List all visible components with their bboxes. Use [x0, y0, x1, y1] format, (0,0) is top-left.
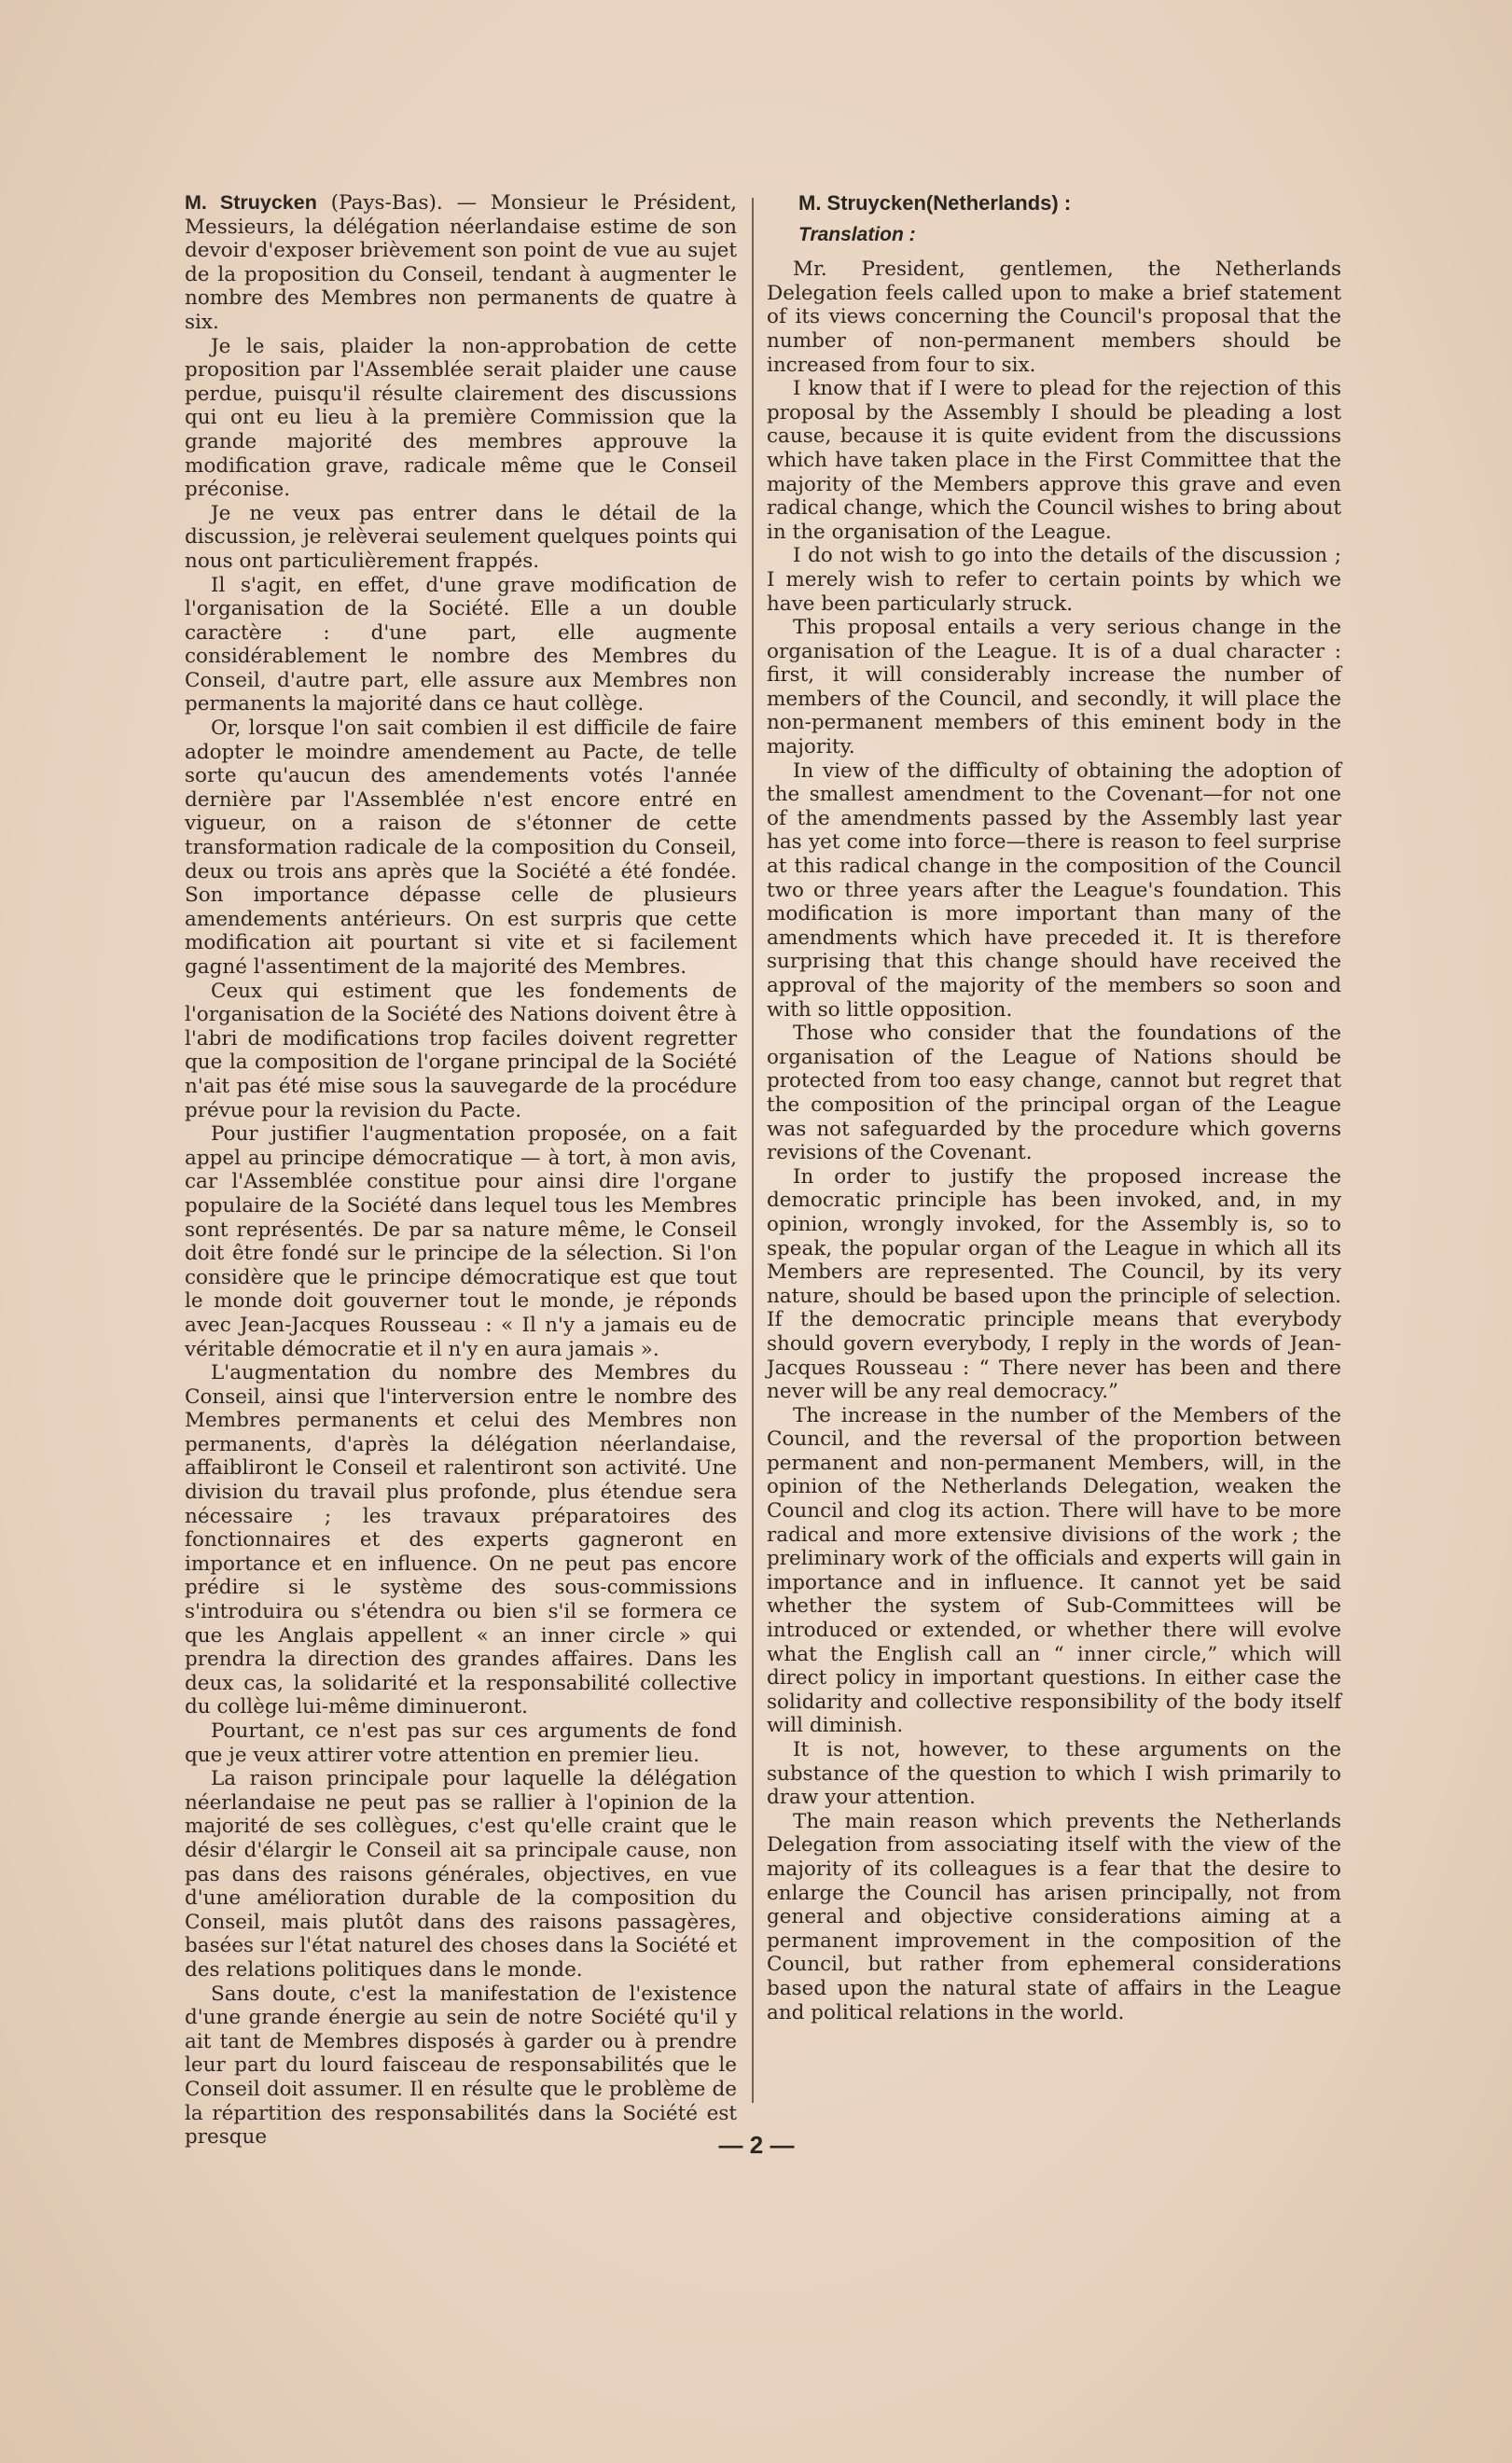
paragraph: Mr. President, gentlemen, the Netherlands Delegation feels called upon to make a brief statement of its views concerning the Council's proposal that the number of non-permanent members should be increased from four to six. [767, 257, 1341, 377]
column-divider [752, 198, 754, 2103]
paragraph: Those who consider that the foundations of the organisation of the League of Nations should be protected from too easy change, cannot but regret that the composition of the principal organ of the League was not safeguarded by the procedure which governs revisions of the Covenant. [767, 1022, 1341, 1165]
paragraph: I know that if I were to plead for the rejection of this proposal by the Assembly I should be pleading a lost cause, because it is quite evident from the discussions which have taken place in the First Committee that the majority of the Members approve this grave and even radical change, which the Council wishes to bring about in the organisation of the League. [767, 377, 1341, 544]
paragraph: Pour justifier l'augmentation proposée, on a fait appel au principe démocratique — à tort, à mon avis, car l'Assemblée constitue pour ainsi dire l'organe populaire de la Société dans lequel tous les Membres sont représentés. De par sa nature même, le Conseil doit être fondé sur le principe de la sélection. Si l'on considère que le principe démocratique est que tout le monde doit gouverner tout le monde, je réponds avec Jean-Jacques Rousseau : « Il n'y a jamais eu de véritable démocratie et il n'y en aura jamais ». [185, 1122, 737, 1361]
speaker-heading: M. Struycken(Netherlands) : [798, 191, 1072, 215]
paragraph: In view of the difficulty of obtaining the adoption of the smallest amendment to the Covenant—for not one of the amendments passed by the Assembly last year has yet come into force—there is reason to feel surprise at this radical change in the composition of the Council two or three years after the League's foundation. This modification is more important than many of the amendments which have preceded it. It is therefore surprising that this change should have received the approval of the majority of the members so soon and with so little opposition. [767, 758, 1341, 1022]
paragraph: The main reason which prevents the Netherlands Delegation from associating itself with the view of the majority of its colleagues is a fear that the desire to enlarge the Council has arisen principally, not from general and objective considerations aiming at a permanent improvement in the composition of the Council, but rather from ephemeral considerations based upon the natural state of affairs in the League and political relations in the world. [767, 1809, 1341, 2025]
paragraph: Sans doute, c'est la manifestation de l'existence d'une grande énergie au sein de notre Société qu'il y ait tant de Membres disposés à garder ou à prendre leur part du lourd faisceau de responsabilités que le Conseil doit assumer. Il en résulte que le problème de la répartition des responsabilités dans la Société est presque [185, 1982, 737, 2150]
english-column [767, 191, 1341, 2025]
paragraph: Pourtant, ce n'est pas sur ces arguments de fond que je veux attirer votre attention en premier lieu. [185, 1719, 737, 1767]
paragraph: Ceux qui estiment que les fondements de l'organisation de la Société des Nations doivent être à l'abri de modifications trop faciles doivent regretter que la composition de l'organe principal de la Société n'ait pas été mise sous la sauvegarde de la procédure prévue pour la revision du Pacte. [185, 979, 737, 1122]
paragraph: This proposal entails a very serious change in the organisation of the League. It is of a dual character : first, it will considerably increase the number of members of the Council, and secondly, it will place the non-permanent members of this eminent body in the majority. [767, 616, 1341, 759]
paragraph: Or, lorsque l'on sait combien il est difficile de faire adopter le moindre amendement au Pacte, de telle sorte qu'aucun des amendements votés l'année dernière par l'Assemblée n'est encore entré en vigueur, on a raison de s'étonner de cette transformation radicale de la composition du Conseil, deux ou trois ans après que la Société a été fondée. Son importance dépasse celle de plusieurs amendements antérieurs. On est surpris que cette modification ait pourtant si vite et si facilement gagné l'assentiment de la majorité des Membres. [185, 717, 737, 979]
paragraph: It is not, however, to these arguments on the substance of the question to which I wish primarily to draw your attention. [767, 1738, 1341, 1810]
speaker-name: M. Struycken [185, 191, 317, 214]
paragraph: Je le sais, plaider la non-approbation de cette proposition par l'Assemblée serait plaider une cause perdue, puisqu'il résulte clairement des discussions qui ont eu lieu à la première Commission que la grande majorité des membres approuve la modification grave, radicale même que le Conseil préconise. [185, 334, 737, 502]
paragraph: The increase in the number of the Members of the Council, and the reversal of the proportion between permanent and non-permanent Members, will, in the opinion of the Netherlands Delegation, weaken the Council and clog its action. There will have to be more radical and more extensive divisions of the work ; the preliminary work of the officials and experts will gain in importance and in influence. It cannot yet be said whether the system of Sub-Committees will be introduced or extended, or whether there will evolve what the English call an “ inner circle,” which will direct policy in important questions. In either case the solidarity and collective responsibility of the body itself will diminish. [767, 1403, 1341, 1738]
paragraph: La raison principale pour laquelle la délégation néerlandaise ne peut pas se rallier à l'opinion de la majorité de ses collègues, c'est qu'elle craint que le désir d'élargir le Conseil ait sa principale cause, non pas dans des raisons générales, objectives, en vue d'une amélioration durable de la composition du Conseil, mais plutôt dans des raisons passagères, basées sur l'état naturel des choses dans la Société et des relations politiques dans le monde. [185, 1767, 737, 1982]
paragraph: L'augmentation du nombre des Membres du Conseil, ainsi que l'interversion entre le nombre des Membres permanents et celui des Membres non permanents, d'après la délégation néerlandaise, affaibliront le Conseil et ralentiront son activité. Une division du travail plus profonde, plus étendue sera nécessaire ; les travaux préparatoires des fonctionnaires et des experts gagneront en importance et en influence. On ne peut pas encore prédire si le système des sous-commissions s'introduira ou s'étendra ou bien s'il se formera ce que les Anglais appellent « an inner circle » qui prendra la direction des grandes affaires. Dans les deux cas, la solidarité et la responsabilité collective du collège lui-même diminueront. [185, 1361, 737, 1719]
french-column [185, 191, 737, 2150]
paragraph: M. Struycken (Pays-Bas). — Monsieur le Président, Messieurs, la délégation néerlandaise estime de son devoir d'exposer brièvement son point de vue au sujet de la proposition du Conseil, tendant à augmenter le nombre des Membres non permanents de quatre à six. [185, 191, 737, 334]
translation-label: Translation : [798, 223, 916, 245]
paragraph: I do not wish to go into the details of the discussion ; I merely wish to refer to certain points by which we have been particularly struck. [767, 544, 1341, 616]
paragraph: Je ne veux pas entrer dans le détail de la discussion, je relèverai seulement quelques points qui nous ont particulièrement frappés. [185, 501, 737, 573]
page-number: — 2 — [718, 2131, 795, 2159]
paragraph: Il s'agit, en effet, d'une grave modification de l'organisation de la Société. Elle a un double caractère : d'une part, elle augmente considérablement le nombre des Membres du Conseil, d'autre part, elle assure aux Membres non permanents la majorité dans ce haut collège. [185, 573, 737, 717]
paragraph: In order to justify the proposed increase the democratic principle has been invoked, and, in my opinion, wrongly invoked, for the Assembly is, so to speak, the popular organ of the League in which all its Members are represented. The Council, by its very nature, should be based upon the principle of selection. If the democratic principle means that everybody should govern everybody, I reply in the words of Jean-Jacques Rousseau : “ There never has been and there never will be any real democracy.” [767, 1164, 1341, 1404]
